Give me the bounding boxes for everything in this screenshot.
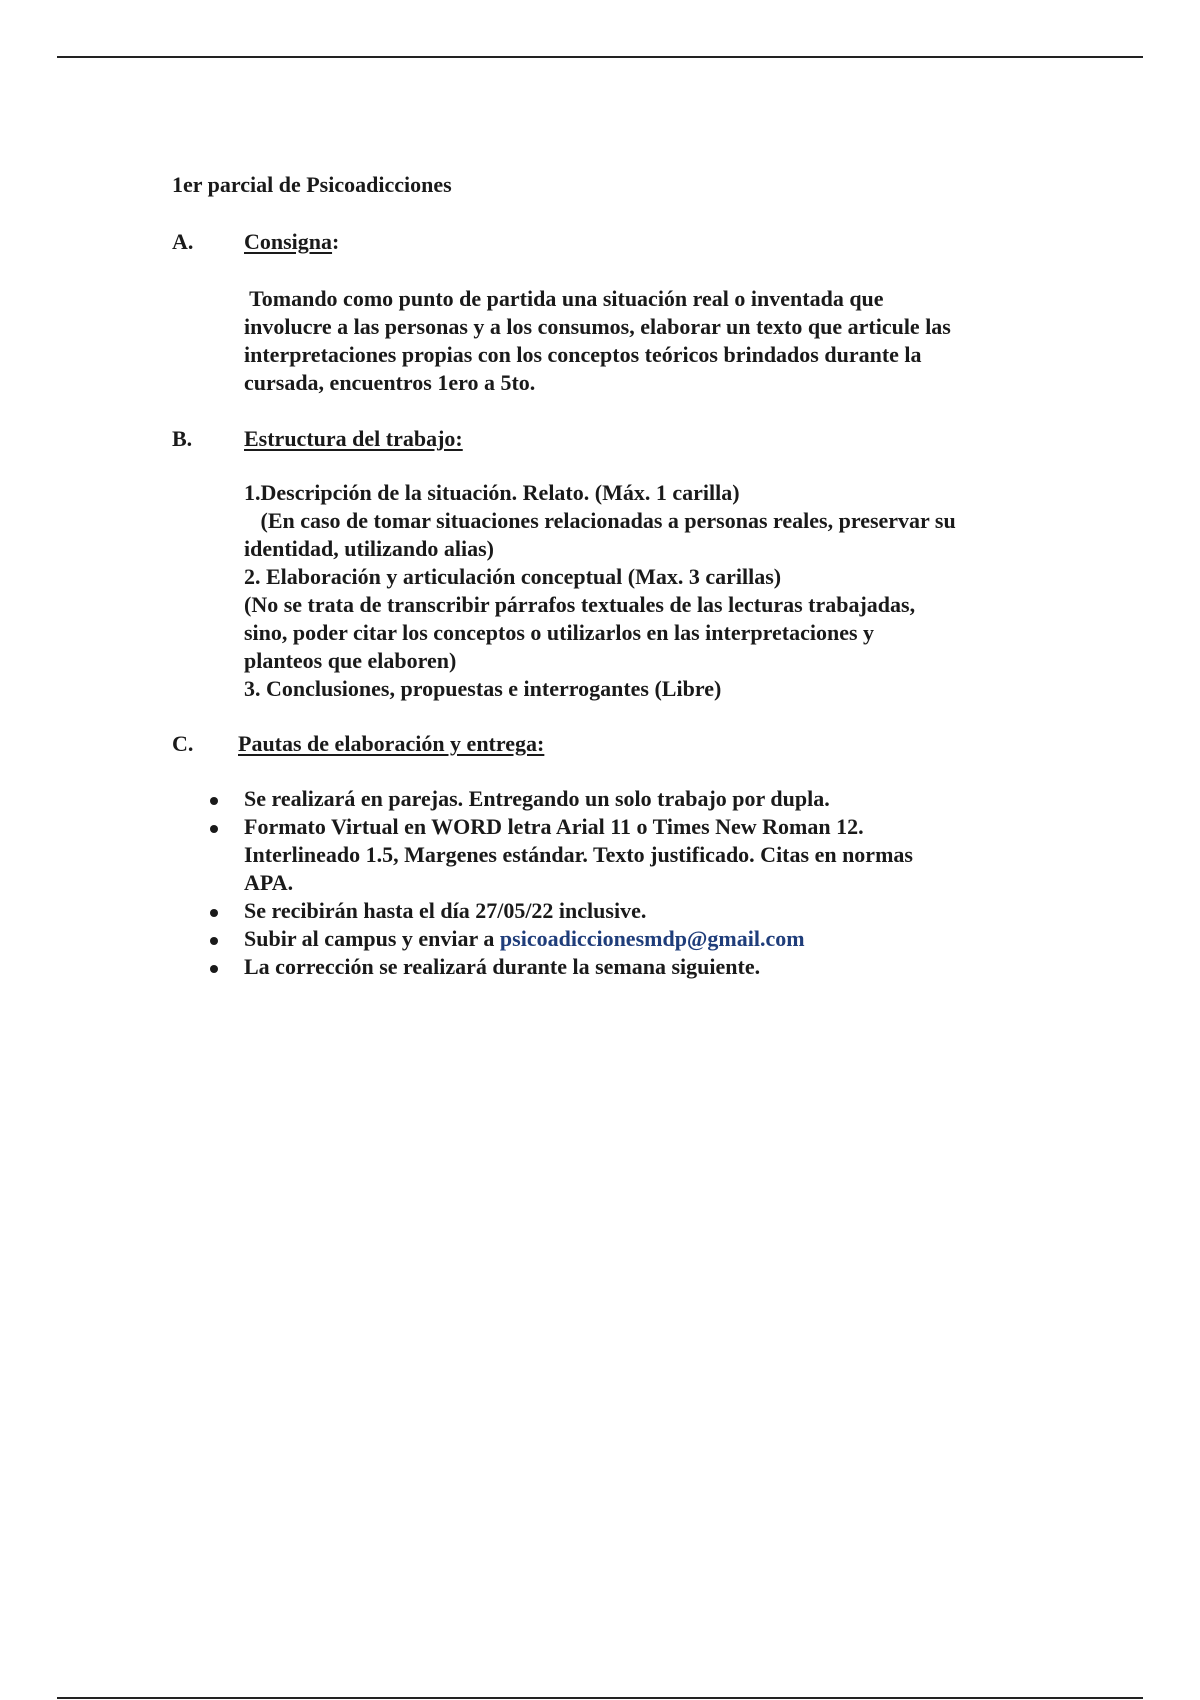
section-b-line: identidad, utilizando alias) bbox=[244, 536, 495, 561]
bullet-icon bbox=[210, 825, 218, 833]
section-a-line: Tomando como punto de partida una situación real o inventada que bbox=[244, 286, 884, 311]
section-a-heading-colon: : bbox=[332, 229, 340, 254]
section-b-line: planteos que elaboren) bbox=[244, 648, 457, 673]
bullet-icon bbox=[210, 797, 218, 805]
section-a-heading: Consigna bbox=[244, 229, 333, 254]
bullet-item-continuation: APA. bbox=[244, 870, 294, 895]
section-c-marker: C. bbox=[172, 731, 194, 756]
section-b-line: (No se trata de transcribir párrafos textuales de las lecturas trabajadas, bbox=[244, 592, 916, 617]
bullet-icon bbox=[210, 909, 218, 917]
email-link[interactable]: psicoadiccionesmdp@gmail.com bbox=[499, 926, 805, 951]
bottom-rule bbox=[57, 1697, 1143, 1699]
section-c-heading: Pautas de elaboración y entrega: bbox=[238, 731, 545, 756]
section-a-line: involucre a las personas y a los consumos, elaborar un texto que articule las bbox=[244, 314, 951, 339]
bullet-item bbox=[244, 926, 805, 952]
bullet-item: Se recibirán hasta el día 27/05/22 inclusive. bbox=[244, 898, 647, 923]
section-a-line: interpretaciones propias con los conceptos teóricos brindados durante la bbox=[244, 342, 922, 367]
section-b-line: sino, poder citar los conceptos o utilizarlos en las interpretaciones y bbox=[244, 620, 875, 645]
bullet-item: Formato Virtual en WORD letra Arial 11 o Times New Roman 12. bbox=[244, 814, 864, 839]
section-b-line: 2. Elaboración y articulación conceptual (Max. 3 carillas) bbox=[244, 564, 782, 589]
section-b-marker: B. bbox=[172, 426, 193, 451]
section-b-line: 1.Descripción de la situación. Relato. (Máx. 1 carilla) bbox=[244, 480, 740, 505]
section-a-heading-wrap bbox=[244, 229, 339, 255]
section-a-line: cursada, encuentros 1ero a 5to. bbox=[244, 370, 536, 395]
section-b-line: 3. Conclusiones, propuestas e interrogantes (Libre) bbox=[244, 676, 722, 701]
bullet-icon bbox=[210, 965, 218, 973]
bullet-item-text: Subir al campus y enviar a bbox=[244, 926, 500, 951]
bullet-item: La corrección se realizará durante la semana siguiente. bbox=[244, 954, 761, 979]
document-title: 1er parcial de Psicoadicciones bbox=[172, 172, 452, 197]
bullet-item-continuation: Interlineado 1.5, Margenes estándar. Texto justificado. Citas en normas bbox=[244, 842, 913, 867]
section-b-line: (En caso de tomar situaciones relacionadas a personas reales, preservar su bbox=[244, 508, 956, 533]
top-rule bbox=[57, 56, 1143, 58]
bullet-item: Se realizará en parejas. Entregando un solo trabajo por dupla. bbox=[244, 786, 830, 811]
section-a-marker: A. bbox=[172, 229, 194, 254]
section-b-heading: Estructura del trabajo: bbox=[244, 426, 463, 451]
bullet-icon bbox=[210, 937, 218, 945]
